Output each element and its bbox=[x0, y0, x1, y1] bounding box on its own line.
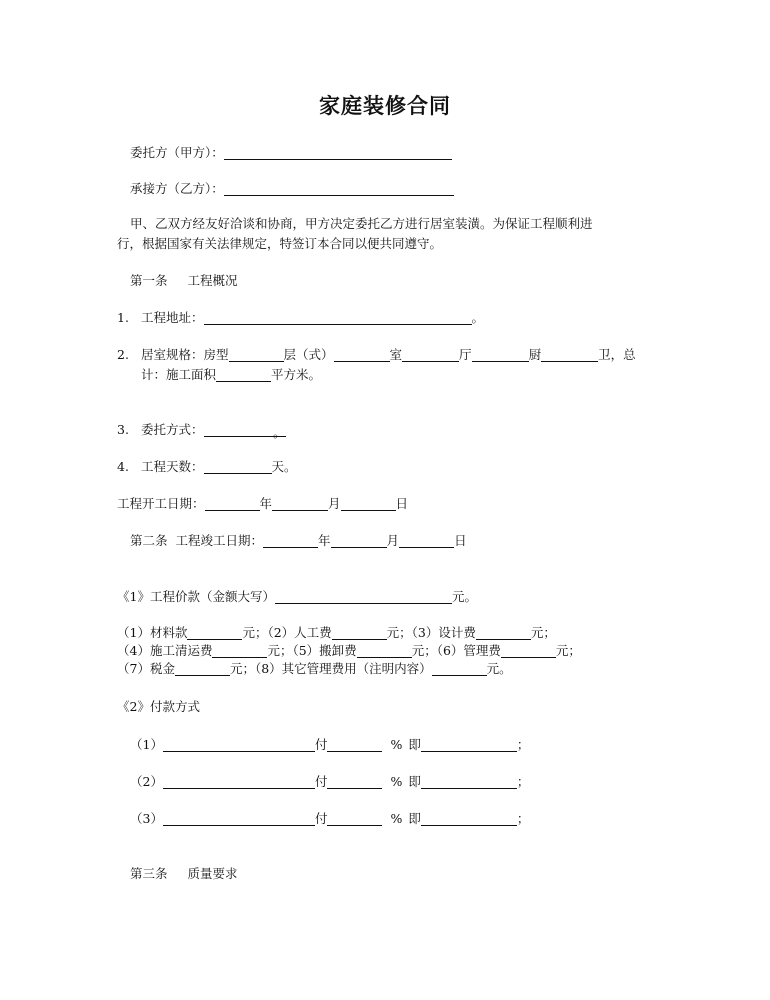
payment-percent-blank[interactable] bbox=[327, 812, 382, 826]
tax-label: （7）税金 bbox=[117, 661, 175, 676]
area-label: 计：施工面积 bbox=[141, 367, 217, 382]
client-label: 委托方（甲方）： bbox=[130, 145, 224, 160]
end-month-label: 月 bbox=[386, 533, 400, 548]
document-title: 家庭装修合同 bbox=[319, 93, 451, 118]
item-3-label: 委托方式： bbox=[141, 422, 204, 437]
payment-ji-label: 即 bbox=[408, 811, 421, 826]
article-2-heading bbox=[130, 531, 467, 551]
payment-percent-blank[interactable] bbox=[327, 775, 382, 789]
payment-amount-blank[interactable] bbox=[421, 812, 517, 826]
management-blank[interactable] bbox=[501, 644, 556, 658]
design-blank[interactable] bbox=[476, 626, 531, 640]
article-1-heading bbox=[130, 271, 238, 291]
article-3-number: 第三条 bbox=[130, 866, 168, 881]
percent-sign: % bbox=[390, 737, 403, 752]
intro-line-2: 行，根据国家有关法律规定，特签订本合同以便共同遵守。 bbox=[117, 236, 443, 251]
payment-row-end: ； bbox=[516, 737, 530, 752]
price-line bbox=[117, 587, 477, 607]
management-label: 元；（6）管理费 bbox=[411, 643, 501, 658]
payment-ji-label: 即 bbox=[408, 774, 421, 789]
cost-row-1 bbox=[117, 623, 556, 643]
article-1-number: 第一条 bbox=[130, 273, 168, 288]
item-2-wei: 卫，总 bbox=[598, 347, 636, 362]
item-2-ting: 厅 bbox=[459, 347, 472, 362]
end-year-label: 年 bbox=[318, 533, 331, 548]
payment-row-end: ； bbox=[516, 811, 530, 826]
item-2-label: 居室规格：房型 bbox=[141, 347, 229, 362]
other-fees-label: 元；（8）其它管理费用（注明内容） bbox=[229, 661, 432, 676]
payment-amount-blank[interactable] bbox=[421, 738, 517, 752]
completion-date-label: 工程竣工日期： bbox=[175, 533, 264, 548]
method-blank[interactable] bbox=[204, 423, 286, 440]
payment-pay-label: 付 bbox=[314, 737, 328, 752]
payment-row-3 bbox=[130, 809, 529, 829]
kitchen-blank[interactable] bbox=[541, 348, 598, 362]
client-line bbox=[130, 143, 452, 163]
article-2-number: 第二条 bbox=[130, 533, 168, 548]
percent-sign: % bbox=[390, 811, 403, 826]
cost-row-3 bbox=[117, 659, 512, 679]
item-4-end: 天。 bbox=[271, 459, 297, 474]
materials-blank[interactable] bbox=[187, 626, 242, 640]
cleanup-blank[interactable] bbox=[212, 644, 267, 658]
design-label: 元；（3）设计费 bbox=[386, 625, 476, 640]
labor-label: 元；（2）人工费 bbox=[242, 625, 332, 640]
payment-ji-label: 即 bbox=[408, 737, 421, 752]
design-end: 元； bbox=[530, 625, 556, 640]
item-1-address bbox=[117, 308, 484, 328]
item-3-end: 。 bbox=[273, 425, 286, 440]
item-2-shi: 室 bbox=[389, 347, 403, 362]
payment-stage-blank[interactable] bbox=[163, 812, 315, 826]
payment-pay-label: 付 bbox=[314, 811, 328, 826]
percent-sign: % bbox=[390, 774, 403, 789]
other-fees-end: 元。 bbox=[486, 661, 512, 676]
contractor-line bbox=[130, 179, 454, 199]
payment-row-end: ； bbox=[516, 774, 530, 789]
payment-row-1 bbox=[130, 735, 529, 755]
end-day-blank[interactable] bbox=[399, 534, 454, 548]
end-day-label: 日 bbox=[454, 533, 467, 548]
tax-blank[interactable] bbox=[175, 662, 230, 676]
start-year-blank[interactable] bbox=[205, 497, 260, 511]
item-2-ceng: 层（式） bbox=[283, 347, 334, 362]
item-2-chu: 厨 bbox=[528, 347, 542, 362]
start-date-line bbox=[117, 494, 408, 514]
item-2-line-2 bbox=[141, 365, 321, 385]
contractor-blank[interactable] bbox=[224, 182, 454, 196]
price-label: 《1》工程价款（金额大写） bbox=[117, 589, 275, 604]
item-1-label: 工程地址： bbox=[141, 310, 204, 325]
end-year-blank[interactable] bbox=[263, 534, 318, 548]
item-4-days bbox=[117, 457, 297, 477]
materials-label: （1）材料款 bbox=[117, 625, 188, 640]
price-end: 元。 bbox=[451, 589, 477, 604]
payment-row-number: （1） bbox=[130, 737, 163, 752]
article-1-title: 工程概况 bbox=[187, 273, 238, 288]
labor-blank[interactable] bbox=[332, 626, 387, 640]
address-blank[interactable] bbox=[204, 311, 472, 325]
start-day-blank[interactable] bbox=[341, 497, 396, 511]
hall-blank[interactable] bbox=[472, 348, 529, 362]
start-month-label: 月 bbox=[328, 496, 341, 511]
end-month-blank[interactable] bbox=[331, 534, 387, 548]
payment-row-number: （2） bbox=[130, 774, 163, 789]
days-blank[interactable] bbox=[204, 460, 272, 474]
cleanup-label: （4）施工清运费 bbox=[117, 643, 213, 658]
moving-label: 元；（5）搬卸费 bbox=[267, 643, 357, 658]
item-2-room-spec bbox=[117, 345, 636, 365]
floor-blank[interactable] bbox=[334, 348, 390, 362]
payment-row-number: （3） bbox=[130, 811, 163, 826]
cost-row-2 bbox=[117, 641, 581, 661]
item-2-number: 2. bbox=[117, 347, 129, 362]
start-day-label: 日 bbox=[395, 496, 409, 511]
payment-heading: 《2》付款方式 bbox=[117, 699, 200, 714]
area-unit: 平方米。 bbox=[271, 367, 322, 382]
house-type-blank[interactable] bbox=[229, 348, 284, 362]
item-3-method bbox=[117, 420, 286, 440]
moving-blank[interactable] bbox=[357, 644, 412, 658]
client-blank[interactable] bbox=[224, 146, 452, 160]
item-3-number: 3. bbox=[117, 422, 129, 437]
payment-pay-label: 付 bbox=[314, 774, 328, 789]
start-month-blank[interactable] bbox=[272, 497, 328, 511]
item-4-number: 4. bbox=[117, 459, 129, 474]
room-blank[interactable] bbox=[402, 348, 459, 362]
intro-line-1: 甲、乙双方经友好洽谈和协商，甲方决定委托乙方进行居室装潢。为保证工程顺利进 bbox=[130, 216, 593, 231]
payment-stage-blank[interactable] bbox=[163, 775, 315, 789]
article-3-title: 质量要求 bbox=[187, 866, 238, 881]
management-end: 元； bbox=[555, 643, 581, 658]
other-fees-blank[interactable] bbox=[432, 662, 487, 676]
item-1-number: 1. bbox=[117, 310, 129, 325]
item-4-label: 工程天数： bbox=[141, 459, 204, 474]
payment-row-2 bbox=[130, 772, 529, 792]
contractor-label: 承接方（乙方）： bbox=[130, 181, 224, 196]
start-year-label: 年 bbox=[259, 496, 273, 511]
start-date-label: 工程开工日期： bbox=[117, 496, 205, 511]
payment-percent-blank[interactable] bbox=[327, 738, 382, 752]
item-1-end: 。 bbox=[471, 310, 485, 325]
payment-amount-blank[interactable] bbox=[421, 775, 517, 789]
price-blank[interactable] bbox=[275, 590, 452, 604]
article-3-heading bbox=[130, 864, 238, 884]
payment-stage-blank[interactable] bbox=[163, 738, 315, 752]
area-blank[interactable] bbox=[216, 368, 271, 382]
